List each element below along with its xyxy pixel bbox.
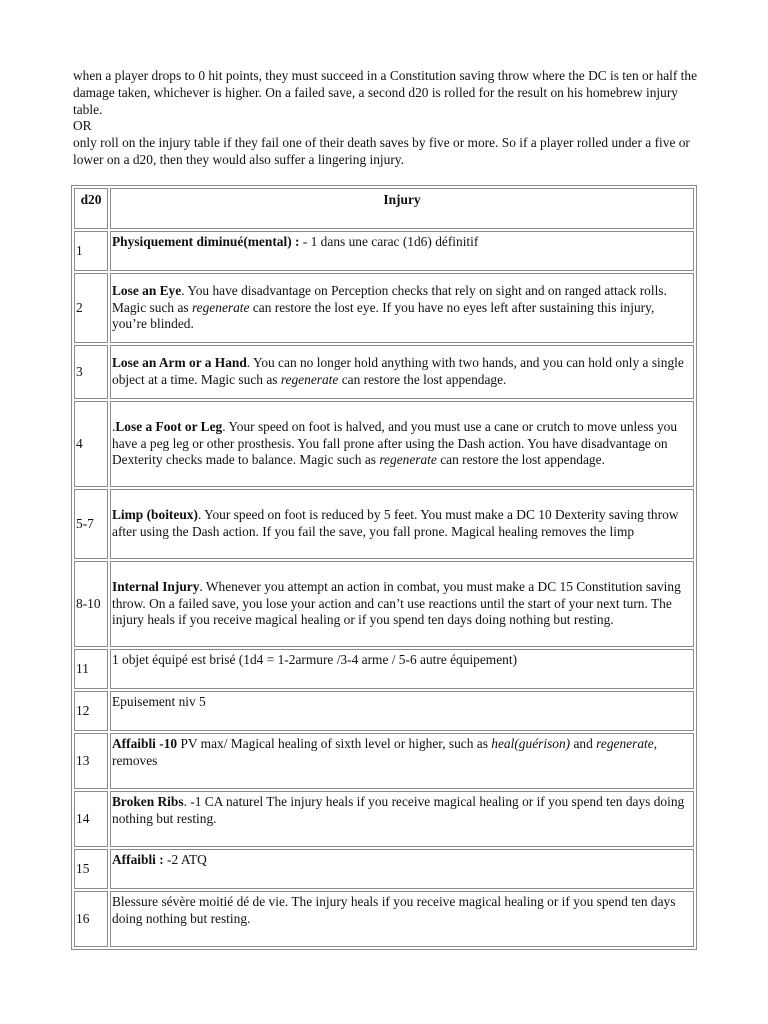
injury-text: . You have disadvantage on Perception checks that rely on sight and on ranged attack rolls. Magic such as — [112, 282, 667, 315]
table-row — [74, 401, 694, 487]
injury-text: can restore the lost appendage. — [436, 452, 605, 468]
header-injury: Injury — [110, 188, 694, 229]
injury-name: Affaibli -10 — [112, 736, 178, 751]
injury-text: PV max/ Magical healing of sixth level or higher, such as — [177, 736, 492, 751]
roll-cell: 8-10 — [74, 561, 108, 647]
injury-text: Blessure sévère moitié dé de vie. The injury heals if you receive magical healing or if you spend ten days doing nothing but resting. — [112, 894, 676, 926]
injury-text: -2 ATQ — [163, 852, 207, 867]
injury-cell — [110, 849, 694, 889]
injury-cell — [110, 345, 694, 399]
injury-text: . Whenever you attempt an action in combat, you must make a DC 15 Constitution saving throw. On a failed save, you lose your action and can’t use reactions until the start of your next turn. The injury heals if you receive magical healing or if you spend ten days doing nothing but resting. — [112, 578, 681, 628]
injury-emphasis: regenerate — [280, 372, 339, 387]
injury-name: Physiquement diminué(mental) : — [112, 234, 300, 249]
table-row — [74, 891, 694, 947]
injury-text: , removes — [112, 736, 658, 768]
table-row — [74, 345, 694, 399]
table-row — [74, 561, 694, 647]
injury-prefix: . — [112, 418, 116, 434]
roll-cell: 15 — [74, 849, 108, 889]
injury-text: . -1 CA naturel The injury heals if you receive magical healing or if you spend ten days doing nothing but resting. — [112, 794, 685, 826]
injury-cell — [110, 561, 694, 647]
intro-text — [73, 68, 703, 169]
injury-cell — [110, 273, 694, 343]
roll-cell: 12 — [74, 691, 108, 731]
injury-cell — [110, 231, 694, 271]
table-row — [74, 733, 694, 789]
table-row — [74, 849, 694, 889]
roll-cell: 2 — [74, 273, 108, 343]
injury-text: . You can no longer hold anything with two hands, and you can hold only a single object at a time. Magic such as — [112, 355, 684, 387]
roll-cell: 16 — [74, 891, 108, 947]
injury-emphasis: regenerate — [379, 452, 437, 468]
table-row — [74, 691, 694, 731]
injury-text: can restore the lost appendage. — [338, 372, 507, 387]
injury-name: Internal Injury — [112, 578, 200, 594]
injury-name: Limp (boiteux) — [112, 507, 198, 523]
injury-name: Broken Ribs — [112, 794, 184, 809]
roll-cell: 14 — [74, 791, 108, 847]
roll-cell: 3 — [74, 345, 108, 399]
table-header-row — [74, 188, 694, 229]
injury-emphasis: heal(guérison) — [491, 736, 571, 751]
roll-cell: 5-7 — [74, 489, 108, 559]
injury-text: . Your speed on foot is reduced by 5 feet. You must make a DC 10 Dexterity saving throw after using the Dash action. If you fail the save, you fall prone. Magical healing removes the limp — [112, 507, 679, 539]
injury-text: 1 objet équipé est brisé (1d4 = 1-2armure /3-4 arme / 5-6 autre équipement) — [112, 652, 518, 667]
intro-paragraph-1: when a player drops to 0 hit points, they must succeed in a Constitution saving throw where the DC is ten or half the damage taken, whichever is higher. On a failed save, a second d20 is rolled for the result on his homebrew injury table. — [73, 68, 698, 117]
header-d20: d20 — [74, 188, 108, 229]
table-row — [74, 649, 694, 689]
injury-text: - 1 dans une carac (1d6) définitif — [299, 234, 479, 249]
injury-name: Lose an Arm or a Hand — [112, 355, 247, 371]
injury-cell — [110, 733, 694, 789]
injury-emphasis: regenerate — [191, 299, 250, 315]
roll-cell: 1 — [74, 231, 108, 271]
intro-paragraph-2: only roll on the injury table if they fail one of their death saves by five or more. So if a player rolled under a five or lower on a d20, then they would also suffer a lingering injury. — [73, 135, 690, 167]
table-row — [74, 489, 694, 559]
injury-cell — [110, 791, 694, 847]
injury-name: Affaibli : — [112, 852, 164, 867]
injury-cell — [110, 891, 694, 947]
roll-cell: 4 — [74, 401, 108, 487]
roll-cell: 11 — [74, 649, 108, 689]
injury-text: . Your speed on foot is halved, and you must use a cane or crutch to move unless you have a peg leg or other prosthesis. You fall prone after using the Dash action. You have disadvantage on Dexterity checks made to balance. Magic such as — [112, 418, 678, 468]
roll-cell: 13 — [74, 733, 108, 789]
table-row — [74, 273, 694, 343]
intro-or: OR — [73, 118, 92, 134]
table-row — [74, 791, 694, 847]
injury-cell — [110, 489, 694, 559]
injury-name: Lose a Foot or Leg — [115, 418, 223, 434]
injury-table — [71, 185, 697, 950]
injury-cell — [110, 691, 694, 731]
injury-cell — [110, 401, 694, 487]
injury-text: and — [570, 736, 597, 751]
injury-name: Lose an Eye — [112, 282, 182, 298]
injury-text: can restore the lost eye. If you have no eyes left after sustaining this injury, you’re blinded. — [112, 299, 655, 332]
injury-cell — [110, 649, 694, 689]
injury-text: Epuisement niv 5 — [112, 694, 206, 709]
injury-emphasis: regenerate — [596, 736, 654, 751]
table-row — [74, 231, 694, 271]
